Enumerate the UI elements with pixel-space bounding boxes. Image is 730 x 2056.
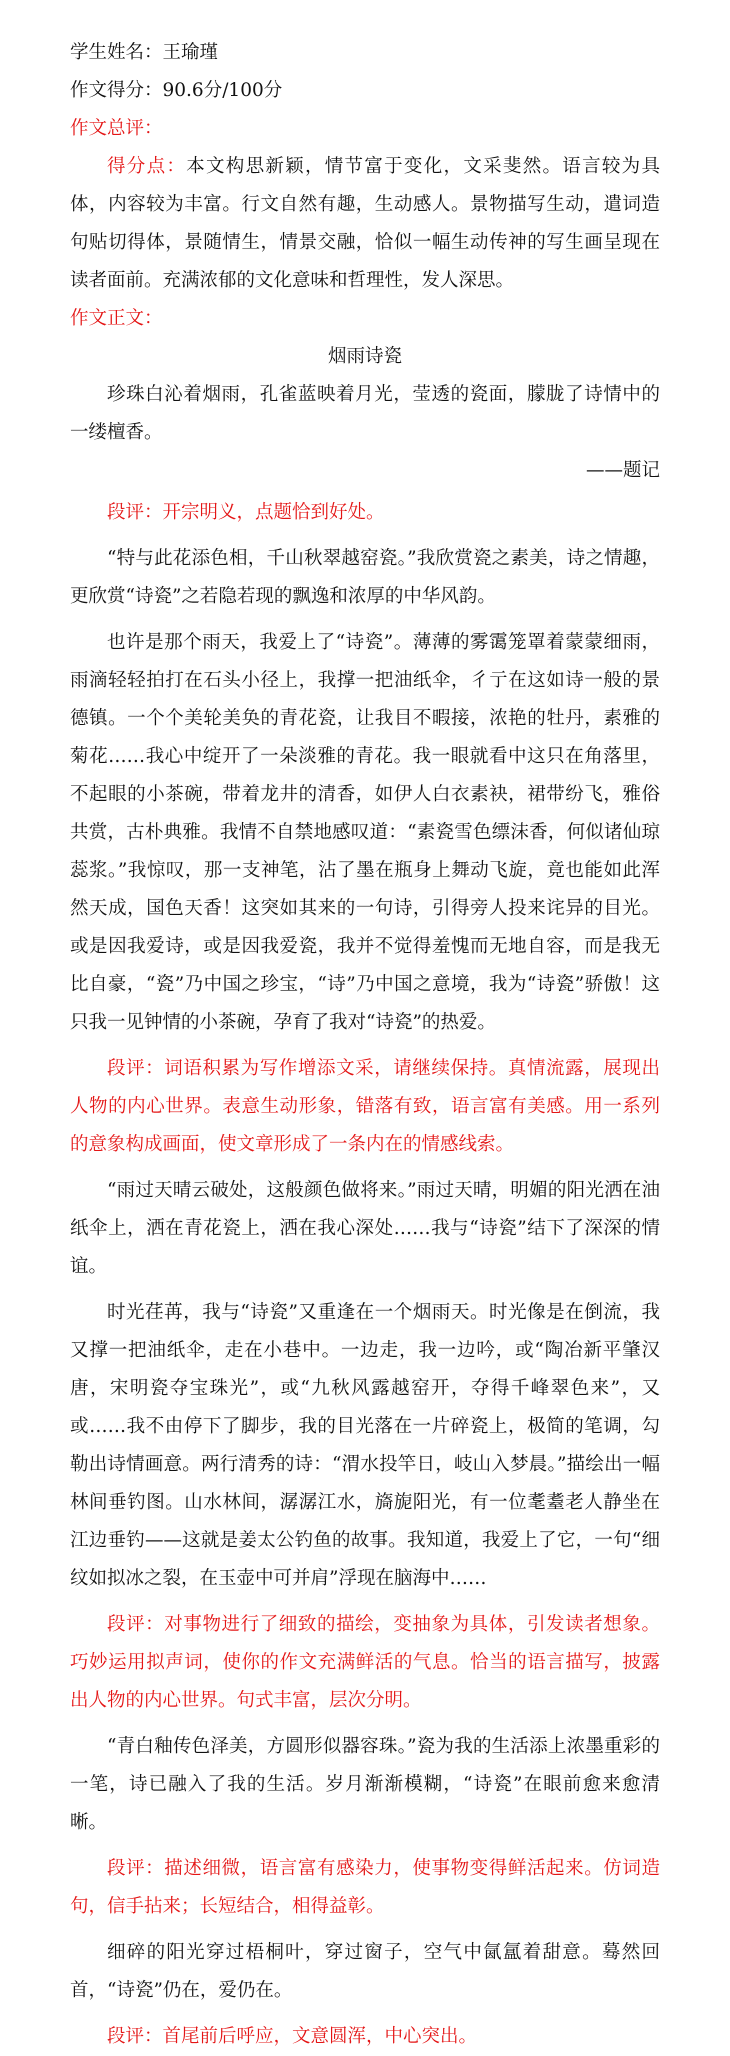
epigraph-signature: ——题记 <box>585 460 660 481</box>
essay-title: 烟雨诗瓷 <box>327 346 402 367</box>
paragraph-comment-4: 段评：描述细微，语言富有感染力，使事物变得鲜活起来。仿词造句，信手拈来；长短结合，相得益彰。 <box>70 1858 660 1917</box>
essay-paragraph-5: “青白釉传色泽美，方圆形似器容珠。”瓷为我的生活添上浓墨重彩的一笔，诗已融入了我的生活。岁月渐渐模糊，“诗瓷”在眼前愈来愈清晰。 <box>70 1736 660 1833</box>
student-name: 学生姓名：王瑜瑾 <box>70 42 219 63</box>
paragraph-comment-5: 段评：首尾前后呼应，文意圆浑，中心突出。 <box>107 2026 478 2047</box>
essay-score: 作文得分：90.6分/100分 <box>70 80 283 101</box>
score-points-label: 得分点： <box>107 156 187 177</box>
overall-comment-heading: 作文总评： <box>70 118 163 139</box>
essay-paragraph-1: “特与此花添色相，千山秋翠越窑瓷。”我欣赏瓷之素美，诗之情趣，更欣赏“诗瓷”之若隐若现的飘逸和浓厚的中华风韵。 <box>70 548 660 607</box>
paragraph-comment-3: 段评：对事物进行了细致的描绘，变抽象为具体，引发读者想象。巧妙运用拟声词，使你的作文充满鲜活的气息。恰当的语言描写，披露出人物的内心世界。句式丰富，层次分明。 <box>70 1614 660 1711</box>
essay-paragraph-3: “雨过天晴云破处，这般颜色做将来。”雨过天晴，明媚的阳光洒在油纸伞上，洒在青花瓷上，洒在我心深处……我与“诗瓷”结下了深深的情谊。 <box>70 1180 660 1277</box>
paragraph-comment-1: 段评：开宗明义，点题恰到好处。 <box>107 502 385 523</box>
epigraph: 珍珠白沁着烟雨，孔雀蓝映着月光，莹透的瓷面，朦胧了诗情中的一缕檀香。 <box>70 384 660 443</box>
overall-comment-text: 本文构思新颖，情节富于变化，文采斐然。语言较为具体，内容较为丰富。行文自然有趣，生动感人。景物描写生动，遣词造句贴切得体，景随情生，情景交融，恰似一幅生动传神的写生画呈现在读者面前。充满浓郁的文化意味和哲理性，发人深思。 <box>70 156 660 291</box>
essay-paragraph-4: 时光荏苒，我与“诗瓷”又重逢在一个烟雨天。时光像是在倒流，我又撑一把油纸伞，走在小巷中。一边走，我一边吟，或“陶冶新平肇汉唐，宋明瓷夺宝珠光”，或“九秋风露越窑开，夺得千峰翠色来”，又或……我不由停下了脚步，我的目光落在一片碎瓷上，极简的笔调，勾勒出诗情画意。两行清秀的诗：“渭水投竿日，岐山入梦晨。”描绘出一幅林间垂钓图。山水林间，潺潺江水，旖旎阳光，有一位耄耋老人静坐在江边垂钓——这就是姜太公钓鱼的故事。我知道，我爱上了它，一句“细纹如拟冰之裂，在玉壶中可并肩”浮现在脑海中…… <box>70 1302 660 1589</box>
essay-body-heading: 作文正文： <box>70 308 163 329</box>
overall-comment <box>70 148 660 300</box>
essay-paragraph-2: 也许是那个雨天，我爱上了“诗瓷”。薄薄的雾霭笼罩着蒙蒙细雨，雨滴轻轻拍打在石头小径上，我撑一把油纸伞，彳亍在这如诗一般的景德镇。一个个美轮美奂的青花瓷，让我目不暇接，浓艳的牡丹，素雅的菊花……我心中绽开了一朵淡雅的青花。我一眼就看中这只在角落里，不起眼的小茶碗，带着龙井的清香，如伊人白衣素袂，裙带纷飞，雅俗共赏，古朴典雅。我情不自禁地感叹道：“素瓷雪色缥沫香，何似诸仙琼蕊浆。”我惊叹，那一支神笔，沾了墨在瓶身上舞动飞旋，竟也能如此浑然天成，国色天香！这突如其来的一句诗，引得旁人投来诧异的目光。或是因我爱诗，或是因我爱瓷，我并不觉得羞愧而无地自容，而是我无比自豪，“瓷”乃中国之珍宝，“诗”乃中国之意境，我为“诗瓷”骄傲！这只我一见钟情的小茶碗，孕育了我对“诗瓷”的热爱。 <box>70 632 660 1033</box>
paragraph-comment-2: 段评：词语积累为写作增添文采，请继续保持。真情流露，展现出人物的内心世界。表意生动形象，错落有致，语言富有美感。用一系列的意象构成画面，使文章形成了一条内在的情感线索。 <box>70 1058 660 1155</box>
essay-paragraph-6: 细碎的阳光穿过梧桐叶，穿过窗子，空气中氤氲着甜意。蓦然回首，“诗瓷”仍在，爱仍在。 <box>70 1942 660 2001</box>
